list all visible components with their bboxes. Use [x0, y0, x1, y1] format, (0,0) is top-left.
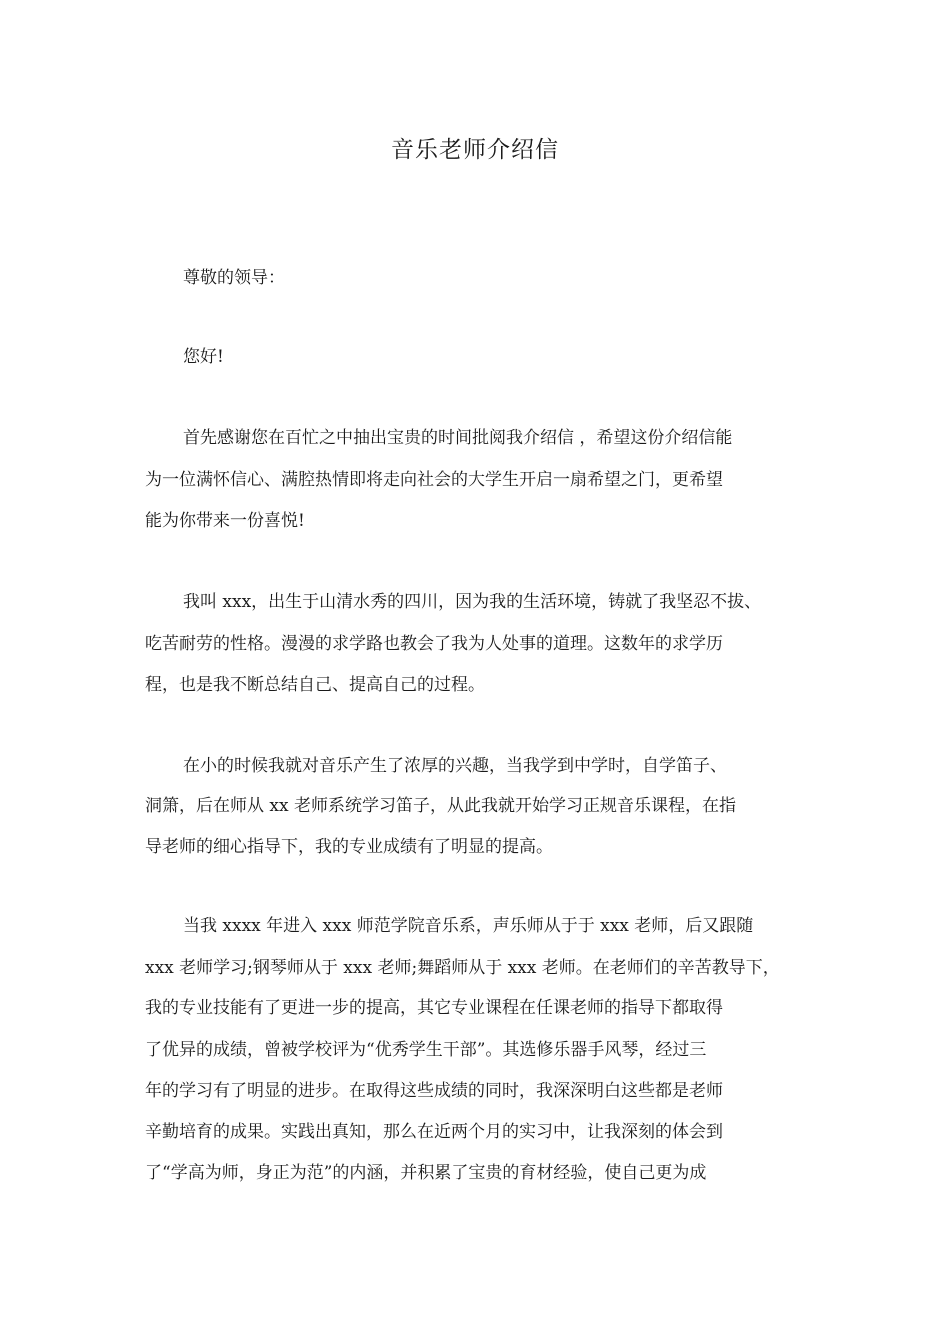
paragraph-1-line-2: 为一位满怀信心、满腔热情即将走向社会的大学生开启一扇希望之门，更希望 — [145, 470, 723, 490]
paragraph-2-line-2: 吃苦耐劳的性格。漫漫的求学路也教会了我为人处事的道理。这数年的求学历 — [145, 634, 723, 654]
page-title: 音乐老师介绍信 — [391, 137, 559, 163]
paragraph-4-line-7: 了“学高为师，身正为范”的内涵，并积累了宝贵的育材经验，使自己更为成 — [145, 1163, 707, 1183]
greeting: 您好! — [183, 347, 224, 367]
paragraph-3-line-2: 洞箫，后在师从 xx 老师系统学习笛子，从此我就开始学习正规音乐课程，在指 — [145, 796, 736, 816]
paragraph-1-line-3: 能为你带来一份喜悦! — [145, 511, 305, 531]
paragraph-4-line-1: 当我 xxxx 年进入 xxx 师范学院音乐系，声乐师从于于 xxx 老师，后又跟随 — [183, 916, 754, 936]
paragraph-4-line-4: 了优异的成绩，曾被学校评为“优秀学生干部”。其选修乐器手风琴，经过三 — [145, 1040, 707, 1060]
paragraph-1-line-1: 首先感谢您在百忙之中抽出宝贵的时间批阅我介绍信 ，希望这份介绍信能 — [183, 428, 733, 448]
paragraph-4-line-3: 我的专业技能有了更进一步的提高，其它专业课程在任课老师的指导下都取得 — [145, 998, 723, 1018]
paragraph-2-line-1: 我叫 xxx，出生于山清水秀的四川，因为我的生活环境，铸就了我坚忍不拔、 — [183, 592, 762, 612]
paragraph-4-line-6: 辛勤培育的成果。实践出真知，那么在近两个月的实习中，让我深刻的体会到 — [145, 1122, 723, 1142]
paragraph-2-line-3: 程，也是我不断总结自己、提高自己的过程。 — [145, 675, 485, 695]
salutation: 尊敬的领导： — [183, 268, 285, 288]
paragraph-3-line-3: 导老师的细心指导下，我的专业成绩有了明显的提高。 — [145, 837, 553, 857]
paragraph-4-line-5: 年的学习有了明显的进步。在取得这些成绩的同时，我深深明白这些都是老师 — [145, 1081, 723, 1101]
paragraph-4-line-2: xxx 老师学习;钢琴师从于 xxx 老师;舞蹈师从于 xxx 老师。在老师们的辛苦教导下， — [145, 958, 780, 978]
paragraph-3-line-1: 在小的时候我就对音乐产生了浓厚的兴趣，当我学到中学时，自学笛子、 — [183, 756, 727, 776]
